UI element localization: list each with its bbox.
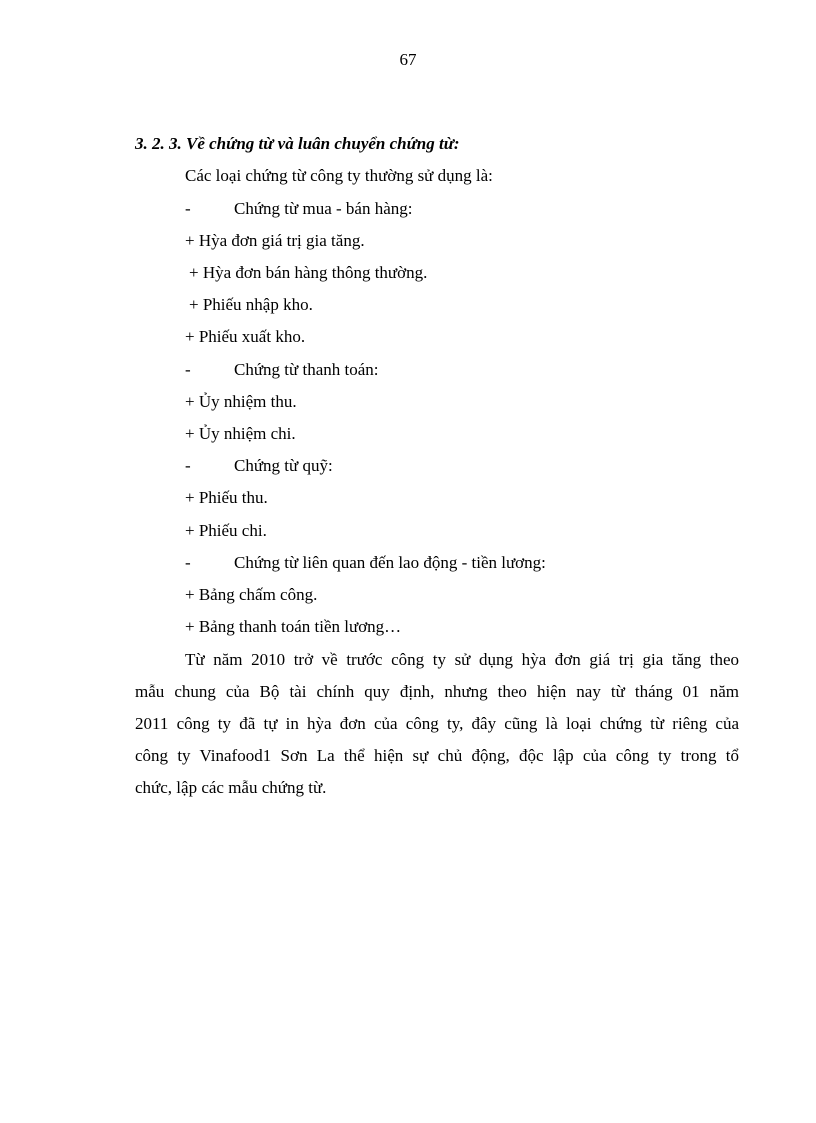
paragraph-line: 2011 công ty đã tự in hỳa đơn của công ty, đây cũng là loại chứng từ riêng của <box>135 714 739 733</box>
list-item: + Bảng thanh toán tiền lương… <box>185 617 402 636</box>
dash-bullet: - <box>185 553 191 572</box>
section-heading: 3. 2. 3. Về chứng từ và luân chuyển chứng từ: <box>135 134 460 153</box>
paragraph-line: chức, lập các mẫu chứng từ. <box>135 778 327 797</box>
group-title-sales: Chứng từ mua - bán hàng: <box>234 199 413 218</box>
group-title-payment: Chứng từ thanh toán: <box>234 360 379 379</box>
list-item: + Phiếu xuất kho. <box>185 327 306 346</box>
group-title-labor: Chứng từ liên quan đến lao động - tiền lương: <box>234 553 546 572</box>
list-item: + Hỳa đơn giá trị gia tăng. <box>185 231 365 250</box>
paragraph-line: mẫu chung của Bộ tài chính quy định, nhưng theo hiện nay từ tháng 01 năm <box>135 682 739 701</box>
page-number: 67 <box>399 50 417 69</box>
group-title-cash: Chứng từ quỹ: <box>234 456 333 475</box>
list-item: + Ủy nhiệm thu. <box>185 392 297 411</box>
paragraph-line: Từ năm 2010 trở về trước công ty sử dụng hỳa đơn giá trị gia tăng theo <box>185 650 739 669</box>
list-item: + Bảng chấm công. <box>185 585 318 604</box>
dash-bullet: - <box>185 199 191 218</box>
dash-bullet: - <box>185 360 191 379</box>
intro-line: Các loại chứng từ công ty thường sử dụng là: <box>185 166 493 185</box>
paragraph-line: công ty Vinafood1 Sơn La thể hiện sự chủ động, độc lập của công ty trong tổ <box>135 746 739 765</box>
list-item: + Hỳa đơn bán hàng thông thường. <box>189 263 428 282</box>
list-item: + Phiếu nhập kho. <box>189 295 313 314</box>
list-item: + Phiếu thu. <box>185 488 268 507</box>
list-item: + Phiếu chi. <box>185 521 267 540</box>
list-item: + Ủy nhiệm chi. <box>185 424 296 443</box>
dash-bullet: - <box>185 456 191 475</box>
